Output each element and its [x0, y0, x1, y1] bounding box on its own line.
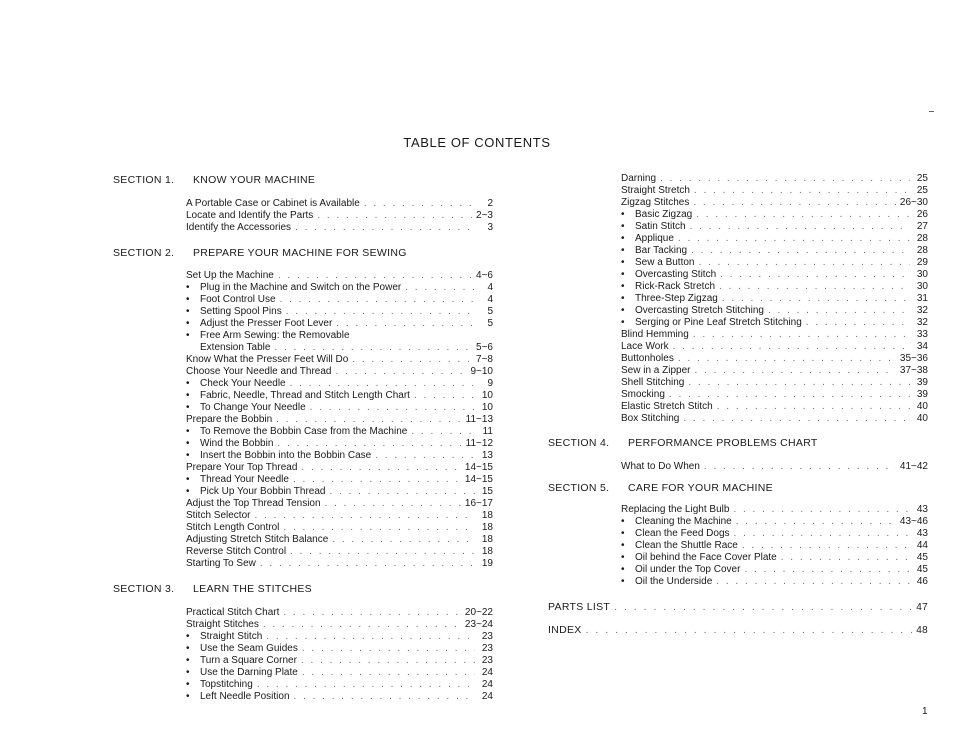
leader-dots — [614, 600, 912, 614]
toc-entry-page: 2~3 — [476, 210, 493, 221]
leader-dots — [405, 282, 475, 294]
leader-dots — [295, 222, 475, 234]
toc-entry-page: 11 — [482, 426, 493, 437]
toc-entry-label: Stitch Length Control — [186, 522, 280, 533]
section-title: CARE FOR YOUR MACHINE — [628, 482, 773, 494]
toc-entry-page: 10 — [481, 402, 493, 413]
toc-entry[interactable] — [621, 329, 928, 341]
toc-entry-page: 25 — [916, 173, 928, 184]
leader-dots — [717, 401, 910, 413]
toc-entry-page: 44 — [916, 540, 928, 551]
parts-list-page: 47 — [916, 602, 928, 613]
parts-list-label: PARTS LIST — [548, 601, 611, 613]
toc-entry[interactable] — [186, 498, 493, 510]
leader-dots — [329, 486, 475, 498]
toc-entry-label: • Three-Step Zigzag — [621, 293, 718, 305]
toc-entry-page: 5~6 — [476, 342, 493, 353]
leader-dots — [290, 378, 475, 390]
index-entry[interactable] — [548, 623, 928, 638]
toc-entry[interactable] — [186, 510, 493, 522]
leader-dots — [257, 679, 475, 691]
toc-entry[interactable] — [186, 282, 493, 294]
toc-entry[interactable] — [186, 450, 493, 462]
section-3-entries — [186, 607, 493, 703]
toc-entry-label: • Bar Tacking — [621, 245, 687, 257]
leader-dots — [734, 528, 910, 540]
toc-entry-page: 33 — [916, 329, 928, 340]
toc-entry[interactable] — [186, 655, 493, 667]
toc-entry-page: 18 — [481, 546, 493, 557]
toc-entry-label: • Pick Up Your Bobbin Thread — [186, 486, 325, 498]
leader-dots — [266, 631, 475, 643]
toc-entry-page: 40 — [916, 401, 928, 412]
toc-entry[interactable] — [186, 667, 493, 679]
toc-entry-label: • Left Needle Position — [186, 691, 290, 703]
leader-dots — [660, 173, 910, 185]
toc-entry[interactable] — [186, 270, 493, 282]
toc-entry-label: Straight Stretch — [621, 185, 690, 196]
toc-entry-label: Prepare the Bobbin — [186, 414, 273, 425]
section-title: PERFORMANCE PROBLEMS CHART — [628, 437, 818, 449]
leader-dots — [806, 317, 910, 329]
leader-dots — [696, 209, 910, 221]
toc-entry[interactable] — [621, 377, 928, 389]
toc-entry-label: • To Remove the Bobbin Case from the Machine — [186, 426, 407, 438]
toc-entry-page: 2 — [487, 198, 493, 209]
section-1-heading[interactable] — [113, 173, 493, 187]
toc-entry[interactable] — [186, 222, 493, 234]
toc-entry-label: • Topstitching — [186, 679, 253, 691]
toc-entry-label: Starting To Sew — [186, 558, 256, 569]
toc-entry-label: • Wind the Bobbin — [186, 438, 273, 450]
leader-dots — [678, 353, 896, 365]
toc-entry-label: • Setting Spool Pins — [186, 306, 282, 318]
toc-entry-page: 43 — [916, 528, 928, 539]
toc-entry[interactable] — [186, 438, 493, 450]
toc-entry[interactable] — [621, 576, 928, 588]
toc-entry-label: A Portable Case or Cabinet is Available — [186, 198, 360, 209]
leader-dots — [278, 270, 472, 282]
leader-dots — [733, 504, 910, 516]
leader-dots — [336, 318, 475, 330]
toc-entry[interactable] — [621, 209, 928, 221]
page-title: TABLE OF CONTENTS — [403, 135, 551, 150]
toc-entry-label: Prepare Your Top Thread — [186, 462, 298, 473]
leader-dots — [274, 342, 472, 354]
toc-entry-page: 23 — [481, 643, 493, 654]
toc-entry-label: Locate and Identify the Parts — [186, 210, 314, 221]
toc-entry-label: Sew in a Zipper — [621, 365, 691, 376]
toc-entry[interactable] — [621, 233, 928, 245]
section-3-continued-entries — [621, 173, 928, 425]
toc-entry[interactable] — [186, 474, 493, 486]
leader-dots — [352, 354, 472, 366]
toc-entry-label: • Thread Your Needle — [186, 474, 289, 486]
leader-dots — [688, 377, 910, 389]
leader-dots — [586, 623, 913, 637]
toc-entry-page: 34 — [916, 341, 928, 352]
toc-entry[interactable] — [621, 269, 928, 281]
page-number: 1 — [922, 706, 928, 717]
toc-entry[interactable] — [186, 402, 493, 414]
toc-entry-label: • Fabric, Needle, Thread and Stitch Length Chart — [186, 390, 410, 402]
section-4-entries — [621, 461, 928, 473]
toc-entry[interactable] — [621, 185, 928, 197]
toc-entry-label: • Check Your Needle — [186, 378, 286, 390]
section-3-heading[interactable] — [113, 582, 493, 596]
toc-entry-page: 32 — [916, 317, 928, 328]
leader-dots — [301, 655, 475, 667]
toc-entry-label: • Applique — [621, 233, 674, 245]
toc-entry-page: 18 — [481, 522, 493, 533]
toc-entry-page: 39 — [916, 377, 928, 388]
index-label: INDEX — [548, 624, 582, 636]
toc-entry-label: Set Up the Machine — [186, 270, 274, 281]
leader-dots — [317, 210, 472, 222]
toc-entry-page: 37~38 — [899, 365, 928, 376]
toc-entry[interactable] — [621, 389, 928, 401]
toc-entry-page: 18 — [481, 510, 493, 521]
toc-entry[interactable] — [621, 461, 928, 473]
leader-dots — [678, 233, 910, 245]
toc-entry[interactable] — [621, 281, 928, 293]
section-number: SECTION 3. — [113, 583, 175, 595]
toc-entry[interactable] — [186, 342, 493, 354]
toc-entry-label: • Basic Zigzag — [621, 209, 692, 221]
toc-entry[interactable] — [621, 504, 928, 516]
toc-entry-page: 23~24 — [464, 619, 493, 630]
toc-entry-label: • Clean the Shuttle Race — [621, 540, 738, 552]
toc-entry[interactable] — [186, 631, 493, 643]
toc-entry-label: • Adjust the Presser Foot Lever — [186, 318, 332, 330]
leader-dots — [693, 329, 910, 341]
toc-entry-page: 13 — [481, 450, 493, 461]
toc-entry-page: 46 — [916, 576, 928, 587]
toc-entry-label: Shell Stitching — [621, 377, 685, 388]
toc-entry-label: Buttonholes — [621, 353, 674, 364]
section-number: SECTION 2. — [113, 247, 175, 259]
leader-dots — [302, 667, 475, 679]
toc-entry-label: • Turn a Square Corner — [186, 655, 297, 667]
toc-entry-label: • Insert the Bobbin into the Bobbin Case — [186, 450, 371, 462]
toc-entry-page: 40 — [916, 413, 928, 424]
toc-entry[interactable] — [621, 341, 928, 353]
leader-dots — [414, 390, 475, 402]
toc-entry[interactable] — [621, 528, 928, 540]
leader-dots — [694, 185, 910, 197]
section-5-entries — [621, 504, 928, 588]
leader-dots — [280, 294, 475, 306]
section-1-entries — [186, 198, 493, 234]
toc-entry-page: 28 — [916, 245, 928, 256]
toc-entry-page: 31 — [916, 293, 928, 304]
section-title: PREPARE YOUR MACHINE FOR SEWING — [193, 247, 407, 259]
toc-entry[interactable] — [186, 294, 493, 306]
leader-dots — [698, 257, 910, 269]
leader-dots — [716, 576, 910, 588]
toc-entry-label: • Sew a Button — [621, 257, 694, 269]
toc-entry[interactable] — [621, 353, 928, 365]
toc-entry-page: 4~6 — [476, 270, 493, 281]
toc-entry-page: 32 — [916, 305, 928, 316]
toc-entry-label: • Rick-Rack Stretch — [621, 281, 715, 293]
toc-entry[interactable] — [186, 643, 493, 655]
toc-entry-label: Elastic Stretch Stitch — [621, 401, 713, 412]
leader-dots — [276, 414, 461, 426]
toc-entry-page: 18 — [481, 534, 493, 545]
toc-entry-page: 14~15 — [464, 462, 493, 473]
toc-entry-page: 5 — [487, 318, 493, 329]
toc-entry-page: 26 — [916, 209, 928, 220]
toc-entry[interactable] — [186, 330, 493, 342]
leader-dots — [294, 691, 475, 703]
toc-entry-page: 29 — [916, 257, 928, 268]
toc-entry-label: Darning — [621, 173, 657, 184]
toc-entry-page: 39 — [916, 389, 928, 400]
toc-entry[interactable] — [186, 462, 493, 474]
leader-dots — [290, 546, 475, 558]
toc-entry[interactable] — [186, 546, 493, 558]
toc-entry-label: Blind Hemming — [621, 329, 689, 340]
leader-dots — [283, 522, 475, 534]
toc-entry[interactable] — [186, 679, 493, 691]
toc-entry-label: Know What the Presser Feet Will Do — [186, 354, 349, 365]
toc-entry[interactable] — [621, 564, 928, 576]
toc-entry[interactable] — [621, 552, 928, 564]
toc-entry-page: 3 — [487, 222, 493, 233]
toc-entry[interactable] — [186, 426, 493, 438]
toc-entry-page: 35~36 — [899, 353, 928, 364]
leader-dots — [719, 281, 910, 293]
leader-dots — [286, 306, 475, 318]
toc-entry[interactable] — [186, 378, 493, 390]
leader-dots — [325, 498, 461, 510]
toc-entry[interactable] — [621, 173, 928, 185]
toc-entry-label: • Clean the Feed Dogs — [621, 528, 730, 540]
toc-entry-label: • To Change Your Needle — [186, 402, 306, 414]
toc-entry[interactable] — [186, 522, 493, 534]
toc-entry-label: • Use the Darning Plate — [186, 667, 298, 679]
leader-dots — [310, 402, 475, 414]
leader-dots — [335, 366, 466, 378]
toc-entry[interactable] — [186, 486, 493, 498]
toc-entry-page: 43~46 — [899, 516, 928, 527]
leader-dots — [669, 389, 910, 401]
toc-entry-label: • Straight Stitch — [186, 631, 262, 643]
toc-entry-label: Zigzag Stitches — [621, 197, 690, 208]
toc-entry-label: Lace Work — [621, 341, 669, 352]
toc-entry[interactable] — [186, 318, 493, 330]
toc-entry-label: Choose Your Needle and Thread — [186, 366, 332, 377]
toc-entry[interactable] — [621, 317, 928, 329]
toc-entry-label: • Free Arm Sewing: the Removable — [186, 330, 350, 342]
toc-entry-label: • Oil under the Top Cover — [621, 564, 740, 576]
toc-entry-label: Straight Stitches — [186, 619, 259, 630]
toc-entry-label: Adjust the Top Thread Tension — [186, 498, 321, 509]
leader-dots — [691, 245, 910, 257]
leader-dots — [302, 643, 475, 655]
leader-dots — [704, 461, 896, 473]
leader-dots — [283, 607, 461, 619]
toc-entry[interactable] — [186, 198, 493, 210]
leader-dots — [768, 305, 910, 317]
leader-dots — [683, 413, 910, 425]
toc-entry-page: 11~12 — [465, 438, 493, 449]
toc-entry[interactable] — [186, 534, 493, 546]
toc-entry-label: • Use the Seam Guides — [186, 643, 298, 655]
toc-entry-page: 7~8 — [476, 354, 493, 365]
leader-dots — [722, 293, 910, 305]
toc-entry-page: 4 — [487, 294, 493, 305]
leader-dots — [673, 341, 910, 353]
toc-entry-page: 11~13 — [465, 414, 493, 425]
toc-entry-label: Replacing the Light Bulb — [621, 504, 730, 515]
toc-entry-label: • Cleaning the Machine — [621, 516, 732, 528]
leader-dots — [263, 619, 461, 631]
toc-entry-page: 30 — [916, 281, 928, 292]
toc-entry-page: 26~30 — [899, 197, 928, 208]
section-5-heading[interactable] — [548, 481, 928, 495]
section-number: SECTION 5. — [548, 482, 610, 494]
toc-entry[interactable] — [186, 619, 493, 631]
toc-entry[interactable] — [186, 558, 493, 570]
leader-dots — [720, 269, 910, 281]
toc-entry[interactable] — [186, 607, 493, 619]
toc-entry-page: 30 — [916, 269, 928, 280]
toc-entry[interactable] — [186, 306, 493, 318]
toc-entry-page: 9~10 — [470, 366, 493, 377]
toc-entry-label: • Satin Stitch — [621, 221, 686, 233]
toc-entry-page: 4 — [487, 282, 493, 293]
toc-entry[interactable] — [621, 257, 928, 269]
toc-entry-page: 9 — [487, 378, 493, 389]
toc-entry-page: 25 — [916, 185, 928, 196]
toc-entry-page: 16~17 — [464, 498, 493, 509]
toc-entry-label: Reverse Stitch Control — [186, 546, 287, 557]
toc-entry[interactable] — [621, 516, 928, 528]
toc-entry-page: 45 — [916, 564, 928, 575]
toc-entry-page: 43 — [916, 504, 928, 515]
index-page: 48 — [916, 625, 928, 636]
leader-dots — [301, 462, 461, 474]
toc-entry-page: 20~22 — [464, 607, 493, 618]
leader-dots — [690, 221, 910, 233]
toc-entry[interactable] — [186, 414, 493, 426]
corner-tick-mark — [929, 111, 934, 112]
leader-dots — [277, 438, 461, 450]
leader-dots — [254, 510, 475, 522]
leader-dots — [736, 516, 896, 528]
leader-dots — [364, 198, 475, 210]
toc-entry[interactable] — [621, 221, 928, 233]
toc-entry-label: • Foot Control Use — [186, 294, 276, 306]
toc-entry-label: • Oil behind the Face Cover Plate — [621, 552, 777, 564]
toc-entry[interactable] — [621, 305, 928, 317]
toc-entry-label: • Overcasting Stretch Stitching — [621, 305, 764, 317]
toc-entry-page: 10 — [481, 390, 493, 401]
toc-entry[interactable] — [186, 366, 493, 378]
toc-entry[interactable] — [621, 413, 928, 425]
toc-entry-label: What to Do When — [621, 461, 700, 472]
toc-entry-label: Smocking — [621, 389, 665, 400]
section-number: SECTION 1. — [113, 174, 175, 186]
toc-entry-label: Adjusting Stretch Stitch Balance — [186, 534, 329, 545]
toc-entry-page: 5 — [487, 306, 493, 317]
toc-entry-page: 24 — [481, 667, 493, 678]
toc-entry-label: Box Stitching — [621, 413, 680, 424]
section-title: KNOW YOUR MACHINE — [193, 174, 316, 186]
toc-entry-page: 19 — [481, 558, 493, 569]
toc-entry-page: 24 — [481, 679, 493, 690]
toc-entry[interactable] — [621, 540, 928, 552]
toc-entry[interactable] — [621, 401, 928, 413]
toc-entry[interactable] — [621, 245, 928, 257]
leader-dots — [411, 426, 475, 438]
toc-entry-page: 14~15 — [464, 474, 493, 485]
toc-entry[interactable] — [186, 210, 493, 222]
toc-entry-label: • Oil the Underside — [621, 576, 712, 588]
toc-entry[interactable] — [621, 197, 928, 209]
toc-entry[interactable] — [621, 293, 928, 305]
toc-entry-page: 15 — [481, 486, 493, 497]
toc-entry-page: 27 — [916, 221, 928, 232]
toc-entry-label: Identify the Accessories — [186, 222, 292, 233]
leader-dots — [332, 534, 475, 546]
toc-entry-label: • Plug in the Machine and Switch on the Power — [186, 282, 401, 294]
leader-dots — [293, 474, 461, 486]
toc-entry-page: 24 — [481, 691, 493, 702]
toc-entry[interactable] — [186, 390, 493, 402]
toc-entry-label: • Serging or Pine Leaf Stretch Stitching — [621, 317, 802, 329]
toc-entry[interactable] — [186, 354, 493, 366]
toc-entry-page: 23 — [481, 655, 493, 666]
toc-entry-page: 45 — [916, 552, 928, 563]
leader-dots — [694, 365, 895, 377]
section-number: SECTION 4. — [548, 437, 610, 449]
section-4-heading[interactable] — [548, 436, 928, 450]
toc-entry[interactable] — [186, 691, 493, 703]
toc-entry-label: • Overcasting Stitch — [621, 269, 716, 281]
toc-entry[interactable] — [621, 365, 928, 377]
toc-entry-label: Stitch Selector — [186, 510, 251, 521]
toc-entry-label: Practical Stitch Chart — [186, 607, 280, 618]
toc-entry-label: Extension Table — [200, 342, 271, 353]
toc-entry-page: 28 — [916, 233, 928, 244]
leader-dots — [693, 197, 896, 209]
leader-dots — [375, 450, 475, 462]
toc-entry-page: 41~42 — [899, 461, 928, 472]
leader-dots — [781, 552, 910, 564]
leader-dots — [744, 564, 910, 576]
section-2-heading[interactable] — [113, 246, 493, 260]
section-2-entries — [186, 270, 493, 570]
leader-dots — [742, 540, 910, 552]
toc-entry-page: 23 — [481, 631, 493, 642]
section-title: LEARN THE STITCHES — [193, 583, 312, 595]
parts-list-entry[interactable] — [548, 600, 928, 615]
leader-dots — [260, 558, 475, 570]
